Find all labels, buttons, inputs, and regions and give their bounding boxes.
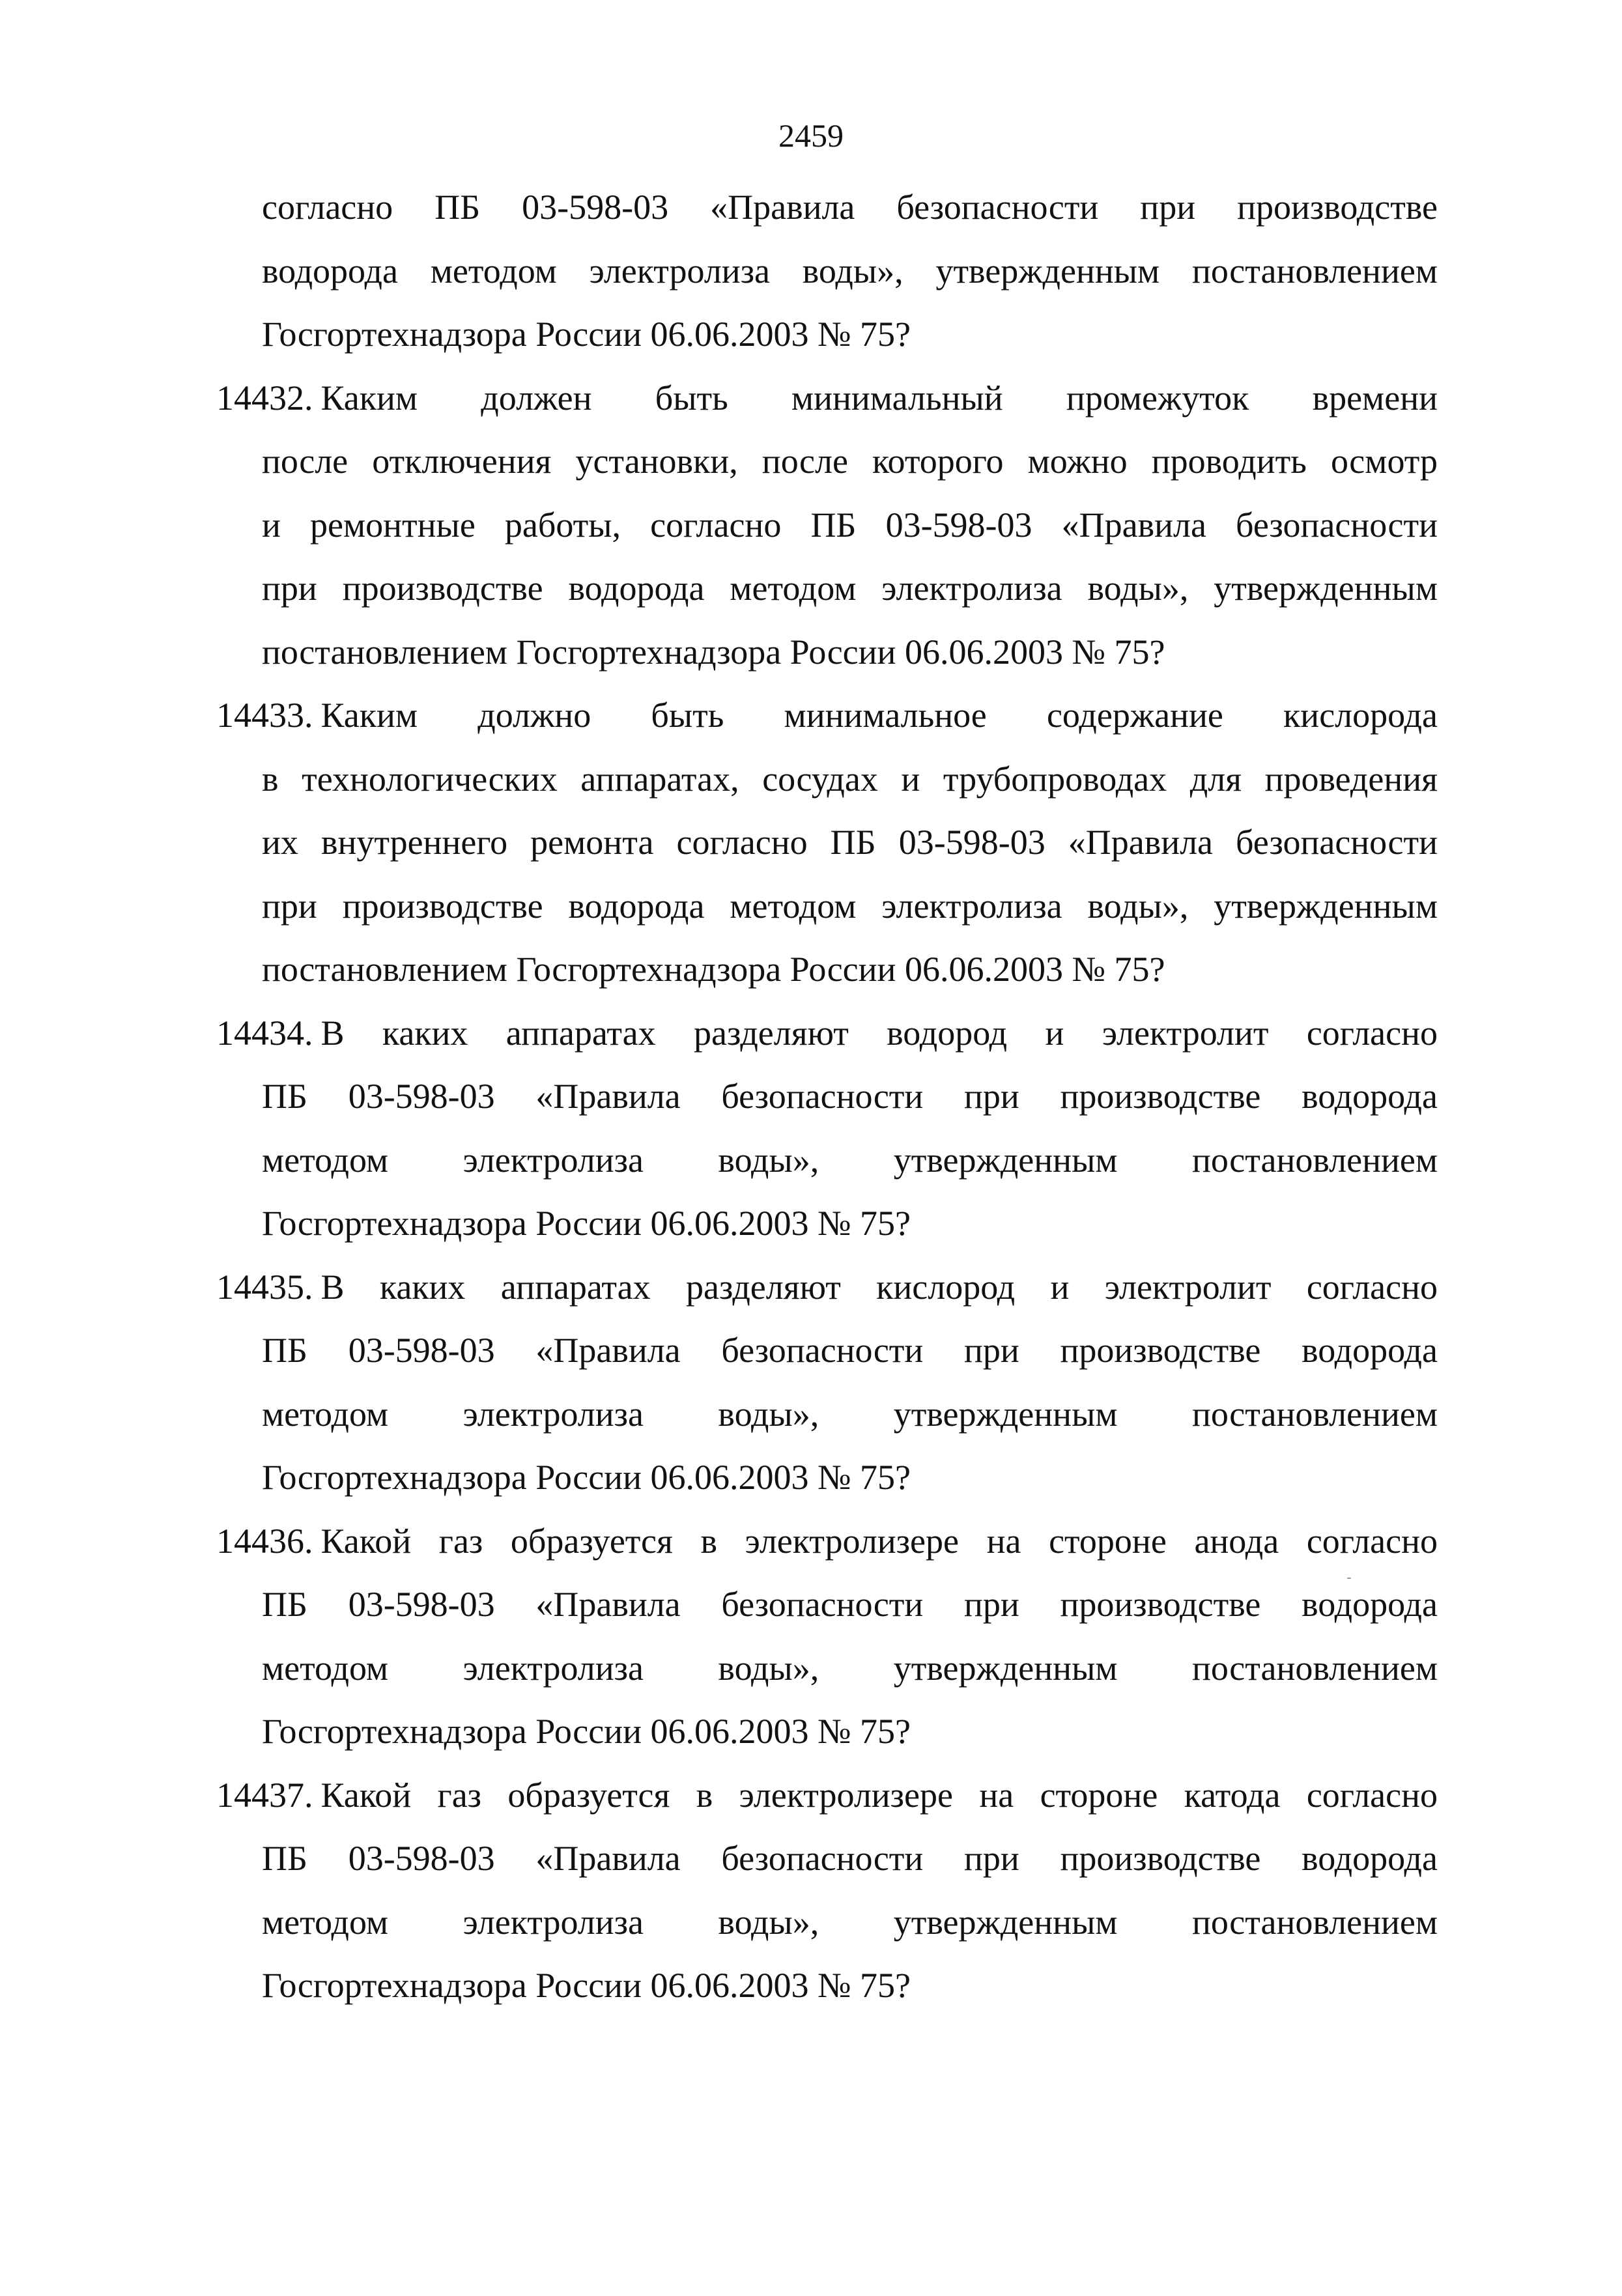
text-line: ПБ 03-598-03 «Правила безопасности при производстве водорода bbox=[262, 1331, 1438, 1370]
question-number: 14435. bbox=[216, 1267, 313, 1307]
question-item bbox=[216, 1764, 1438, 2018]
scan-speck bbox=[1347, 1578, 1351, 1579]
question-item bbox=[216, 1256, 1438, 1510]
text-line: ПБ 03-598-03 «Правила безопасности при производстве водорода bbox=[262, 1585, 1438, 1624]
text-line: ПБ 03-598-03 «Правила безопасности при производстве водорода bbox=[262, 1077, 1438, 1116]
page-content bbox=[216, 176, 1438, 2018]
text-line: при производстве водорода методом электролиза воды», утвержденным bbox=[262, 569, 1438, 608]
page-number: 2459 bbox=[778, 117, 844, 154]
question-item bbox=[216, 684, 1438, 1002]
question-first-line bbox=[216, 367, 1438, 431]
question-item bbox=[216, 1002, 1438, 1256]
text-line: Каким должно быть минимальное содержание кислорода bbox=[320, 696, 1438, 735]
text-line: постановлением Госгортехнадзора России 06.06.2003 № 75? bbox=[262, 632, 1165, 672]
text-line: В каких аппаратах разделяют кислород и электролит согласно bbox=[320, 1267, 1438, 1307]
continued-question bbox=[216, 176, 1438, 367]
text-line: В каких аппаратах разделяют водород и электролит согласно bbox=[320, 1013, 1438, 1053]
question-first-line bbox=[216, 1764, 1438, 1828]
text-line: Каким должен быть минимальный промежуток времени bbox=[320, 378, 1438, 418]
text-line: Госгортехнадзора России 06.06.2003 № 75? bbox=[262, 1204, 911, 1243]
question-number: 14436. bbox=[216, 1521, 313, 1561]
text-line: Какой газ образуется в электролизере на стороне катода согласно bbox=[320, 1775, 1438, 1815]
question-item bbox=[216, 1510, 1438, 1764]
text-line: согласно ПБ 03-598-03 «Правила безопасности при производстве bbox=[262, 188, 1438, 227]
question-item bbox=[216, 367, 1438, 685]
text-line: и ремонтные работы, согласно ПБ 03-598-03 «Правила безопасности bbox=[262, 505, 1438, 545]
question-number: 14437. bbox=[216, 1775, 313, 1815]
question-number: 14434. bbox=[216, 1013, 313, 1053]
text-line: ПБ 03-598-03 «Правила безопасности при производстве водорода bbox=[262, 1839, 1438, 1878]
question-first-line bbox=[216, 1510, 1438, 1574]
text-line: в технологических аппаратах, сосудах и трубопроводах для проведения bbox=[262, 759, 1438, 799]
question-first-line bbox=[216, 1256, 1438, 1320]
question-number: 14433. bbox=[216, 696, 313, 735]
text-line: Госгортехнадзора России 06.06.2003 № 75? bbox=[262, 1458, 911, 1497]
text-line: водорода методом электролиза воды», утвержденным постановлением bbox=[262, 251, 1438, 291]
text-line: методом электролиза воды», утвержденным постановлением bbox=[262, 1902, 1438, 1942]
text-line: методом электролиза воды», утвержденным постановлением bbox=[262, 1140, 1438, 1180]
question-first-line bbox=[216, 1002, 1438, 1066]
text-line: при производстве водорода методом электролиза воды», утвержденным bbox=[262, 886, 1438, 926]
question-first-line bbox=[216, 684, 1438, 748]
question-number: 14432. bbox=[216, 378, 313, 418]
text-line: их внутреннего ремонта согласно ПБ 03-598-03 «Правила безопасности bbox=[262, 823, 1438, 862]
question-list bbox=[216, 367, 1438, 2018]
text-line: методом электролиза воды», утвержденным постановлением bbox=[262, 1648, 1438, 1688]
text-line: постановлением Госгортехнадзора России 06.06.2003 № 75? bbox=[262, 950, 1165, 989]
text-line: после отключения установки, после которого можно проводить осмотр bbox=[262, 442, 1438, 481]
text-line: методом электролиза воды», утвержденным постановлением bbox=[262, 1394, 1438, 1434]
text-line: Госгортехнадзора России 06.06.2003 № 75? bbox=[262, 1712, 911, 1751]
text-line: Какой газ образуется в электролизере на стороне анода согласно bbox=[320, 1521, 1438, 1561]
text-line: Госгортехнадзора России 06.06.2003 № 75? bbox=[262, 1966, 911, 2005]
text-line: Госгортехнадзора России 06.06.2003 № 75? bbox=[262, 315, 911, 354]
